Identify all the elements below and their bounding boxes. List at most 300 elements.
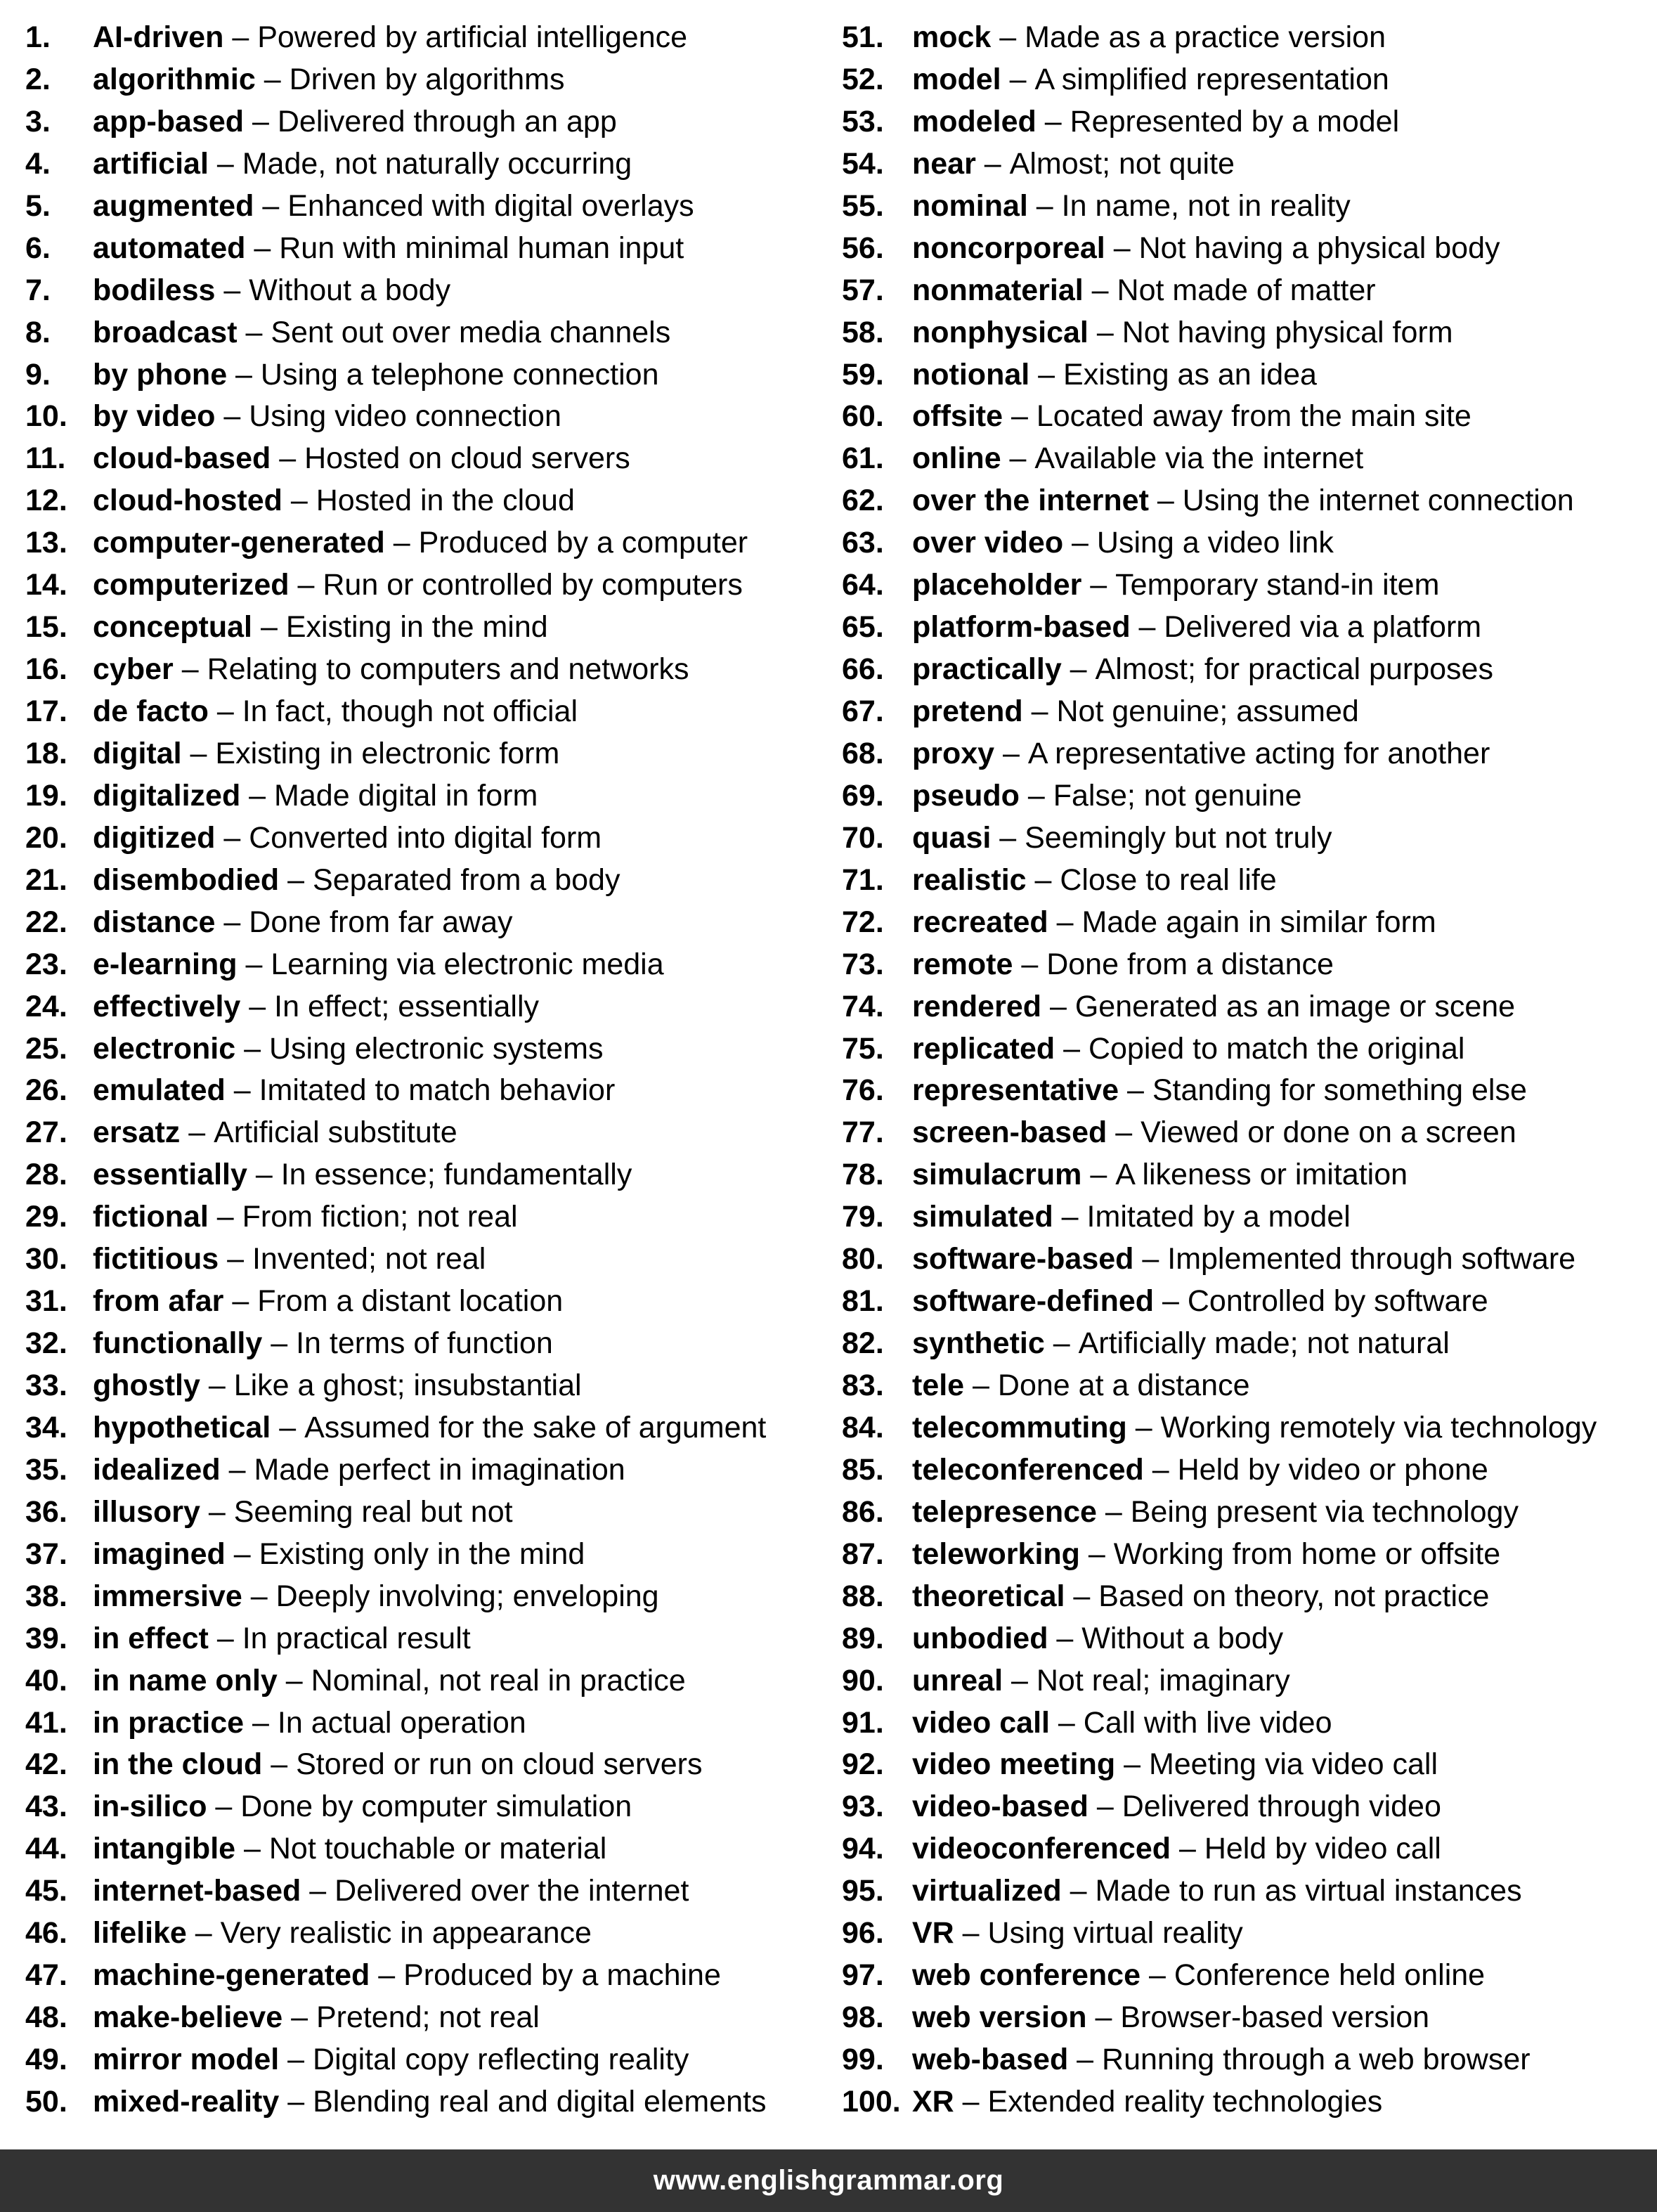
item-term: nominal [912, 188, 1028, 223]
list-item [25, 1913, 840, 1955]
list-item [25, 1323, 840, 1365]
item-number: 100. [842, 2084, 901, 2119]
item-term: digitized [93, 820, 216, 855]
list-item [25, 944, 840, 986]
item-term: electronic [93, 1031, 236, 1066]
list-item [25, 480, 840, 522]
item-term: simulated [912, 1200, 1053, 1234]
item-term: in-silico [93, 1790, 207, 1824]
item-number: 82. [842, 1326, 884, 1361]
item-term: in practice [93, 1705, 245, 1740]
item-separator: – [200, 1369, 234, 1402]
list-item [842, 1913, 1657, 1955]
item-definition: Viewed or done on a screen [1141, 1115, 1516, 1150]
item-number: 69. [842, 778, 884, 813]
item-separator: – [289, 568, 323, 602]
item-number: 81. [842, 1284, 884, 1319]
item-separator: – [1026, 862, 1060, 897]
item-term: e-learning [93, 947, 238, 981]
item-number: 3. [25, 104, 51, 138]
item-separator: – [991, 820, 1025, 855]
item-separator: – [1096, 1494, 1131, 1529]
list-item [842, 1281, 1657, 1323]
list-item [25, 607, 840, 649]
item-definition: False; not genuine [1053, 778, 1302, 813]
item-number: 58. [842, 315, 884, 349]
item-number: 26. [25, 1073, 67, 1108]
list-item [842, 607, 1657, 649]
item-definition: Hosted in the cloud [316, 484, 575, 518]
item-number: 78. [842, 1158, 884, 1192]
item-number: 18. [25, 736, 67, 770]
list-item [842, 270, 1657, 312]
item-definition: Generated as an image or scene [1074, 989, 1516, 1023]
list-item [842, 354, 1657, 396]
list-item [25, 1660, 840, 1702]
item-separator: – [219, 1242, 252, 1276]
item-definition: Learning via electronic media [271, 947, 664, 981]
item-definition: Artificially made; not natural [1078, 1326, 1450, 1361]
item-separator: – [1083, 273, 1117, 307]
item-number: 66. [842, 652, 884, 687]
item-separator: – [1065, 1579, 1099, 1613]
list-item [842, 1870, 1657, 1913]
item-term: mixed-reality [93, 2084, 280, 2119]
list-item [25, 1196, 840, 1238]
item-number: 71. [842, 862, 884, 897]
item-term: teleworking [912, 1537, 1080, 1571]
item-term: unreal [912, 1663, 1003, 1697]
footer-bar [0, 2149, 1657, 2212]
item-separator: – [954, 1916, 988, 1951]
item-definition: Located away from the main site [1036, 399, 1471, 434]
item-definition: Conference held online [1174, 1958, 1486, 1993]
item-separator: – [279, 862, 313, 897]
item-number: 11. [25, 441, 66, 476]
list-item [842, 228, 1657, 270]
item-definition: Not having physical form [1122, 315, 1453, 349]
list-item [25, 2039, 840, 2081]
list-item [842, 1534, 1657, 1576]
item-definition: Meeting via video call [1148, 1747, 1438, 1782]
list-item [25, 1028, 840, 1071]
item-number: 95. [842, 1874, 884, 1908]
item-number: 39. [25, 1621, 67, 1655]
item-number: 15. [25, 610, 67, 645]
item-term: VR [912, 1916, 954, 1951]
list-item [842, 1238, 1657, 1281]
item-number: 79. [842, 1200, 884, 1234]
item-definition: Delivered via a platform [1164, 610, 1482, 645]
item-term: online [912, 441, 1001, 476]
list-item [25, 186, 840, 228]
word-list-right-column [842, 17, 1657, 2123]
item-term: automated [93, 231, 246, 265]
list-item [25, 733, 840, 775]
item-separator: – [245, 231, 280, 265]
item-definition: Blending real and digital elements [313, 2084, 767, 2119]
item-number: 86. [842, 1494, 884, 1529]
list-item [842, 143, 1657, 186]
item-term: screen-based [912, 1115, 1107, 1150]
item-number: 89. [842, 1621, 884, 1655]
item-number: 59. [842, 357, 884, 392]
item-definition: Made again in similar form [1081, 905, 1436, 939]
item-term: mock [912, 20, 992, 54]
list-item [842, 1828, 1657, 1870]
item-separator: – [1055, 1031, 1089, 1066]
item-term: rendered [912, 989, 1042, 1023]
item-term: intangible [93, 1832, 236, 1866]
item-separator: – [1049, 1705, 1084, 1740]
item-definition: Imitated by a model [1086, 1200, 1351, 1234]
item-separator: – [173, 652, 207, 687]
item-definition: Being present via technology [1130, 1494, 1519, 1529]
list-item [25, 1492, 840, 1534]
item-definition: In terms of function [296, 1326, 553, 1361]
item-definition: In essence; fundamentally [280, 1158, 632, 1192]
list-item [842, 817, 1657, 860]
item-separator: – [1036, 104, 1070, 138]
list-item [25, 775, 840, 817]
item-term: algorithmic [93, 62, 256, 96]
item-number: 8. [25, 315, 51, 349]
item-separator: – [223, 1284, 258, 1319]
item-separator: – [1003, 1663, 1037, 1697]
item-number: 41. [25, 1705, 67, 1740]
list-item [25, 691, 840, 733]
list-item [25, 1828, 840, 1870]
list-item [25, 649, 840, 691]
list-item [842, 186, 1657, 228]
item-definition: A simplified representation [1034, 62, 1389, 96]
list-item [25, 1997, 840, 2039]
item-number: 40. [25, 1663, 67, 1697]
item-term: idealized [93, 1452, 221, 1487]
item-definition: Run with minimal human input [279, 231, 684, 265]
list-item [25, 1786, 840, 1828]
item-term: unbodied [912, 1621, 1048, 1655]
item-separator: – [384, 526, 419, 560]
item-definition: Call with live video [1083, 1705, 1332, 1740]
item-separator: – [991, 20, 1025, 54]
item-term: pseudo [912, 778, 1020, 813]
list-item [25, 817, 840, 860]
item-separator: – [1130, 610, 1164, 645]
list-item [25, 986, 840, 1028]
item-definition: Existing only in the mind [259, 1537, 585, 1571]
item-separator: – [215, 399, 249, 434]
item-separator: – [235, 1031, 269, 1066]
list-item [842, 775, 1657, 817]
list-item [842, 1407, 1657, 1449]
item-term: broadcast [93, 315, 238, 349]
item-separator: – [244, 1705, 278, 1740]
item-number: 4. [25, 146, 51, 181]
item-number: 37. [25, 1537, 67, 1571]
item-definition: Converted into digital form [249, 820, 602, 855]
list-item [842, 17, 1657, 59]
item-term: de facto [93, 694, 209, 728]
item-definition: Powered by artificial intelligence [257, 20, 688, 54]
item-term: illusory [93, 1494, 200, 1529]
list-item [842, 1112, 1657, 1154]
list-item [25, 1449, 840, 1492]
list-item [25, 1744, 840, 1786]
list-item [842, 1070, 1657, 1112]
item-term: nonphysical [912, 315, 1089, 349]
item-number: 77. [842, 1115, 884, 1150]
item-separator: – [282, 2000, 316, 2035]
item-definition: From fiction; not real [242, 1200, 518, 1234]
item-separator: – [1027, 188, 1062, 223]
item-term: digital [93, 736, 182, 770]
list-item [842, 438, 1657, 480]
item-separator: – [208, 694, 242, 728]
list-item [842, 1365, 1657, 1407]
item-definition: Implemented through software [1167, 1242, 1576, 1276]
list-item [25, 1618, 840, 1660]
list-item [842, 649, 1657, 691]
item-separator: – [1119, 1073, 1152, 1108]
list-item [842, 1449, 1657, 1492]
item-number: 45. [25, 1874, 67, 1908]
item-number: 50. [25, 2084, 67, 2119]
item-term: machine-generated [93, 1958, 370, 1993]
item-number: 31. [25, 1284, 67, 1319]
item-number: 35. [25, 1452, 67, 1487]
item-separator: – [1141, 1958, 1174, 1993]
list-item [25, 1870, 840, 1913]
item-term: in the cloud [93, 1747, 263, 1782]
item-term: telecommuting [912, 1410, 1127, 1444]
item-number: 67. [842, 694, 884, 728]
item-separator: – [277, 1663, 311, 1697]
item-separator: – [1081, 1158, 1116, 1192]
item-definition: Deeply involving; enveloping [275, 1579, 659, 1613]
item-definition: Based on theory, not practice [1098, 1579, 1490, 1613]
item-number: 72. [842, 905, 884, 939]
item-number: 75. [842, 1031, 884, 1066]
item-term: by phone [93, 357, 228, 392]
list-item [842, 1576, 1657, 1618]
item-separator: – [1061, 652, 1096, 687]
item-definition: Not touchable or material [268, 1832, 607, 1866]
list-item [842, 59, 1657, 101]
item-separator: – [279, 2084, 313, 2119]
item-term: ghostly [93, 1369, 200, 1402]
item-separator: – [1001, 62, 1035, 96]
item-definition: From a distant location [257, 1284, 564, 1319]
list-item [842, 1028, 1657, 1071]
item-number: 14. [25, 568, 67, 602]
item-definition: Represented by a model [1070, 104, 1400, 138]
item-term: noncorporeal [912, 231, 1105, 265]
item-term: replicated [912, 1031, 1055, 1066]
item-separator: – [282, 484, 316, 518]
item-term: ersatz [93, 1115, 181, 1150]
item-definition: Made digital in form [274, 778, 538, 813]
list-item [842, 2081, 1657, 2123]
item-separator: – [1061, 1874, 1096, 1908]
item-separator: – [271, 441, 305, 476]
item-definition: Not real; imaginary [1036, 1663, 1290, 1697]
item-number: 1. [25, 20, 51, 54]
item-definition: Sent out over media channels [271, 315, 671, 349]
item-term: over the internet [912, 484, 1149, 518]
item-term: artificial [93, 146, 209, 181]
item-number: 22. [25, 905, 67, 939]
item-number: 17. [25, 694, 67, 728]
item-number: 23. [25, 947, 67, 981]
item-number: 9. [25, 357, 51, 392]
item-definition: Seemingly but not truly [1025, 820, 1332, 855]
item-term: lifelike [93, 1916, 187, 1951]
list-item [25, 2081, 840, 2123]
item-term: proxy [912, 736, 995, 770]
item-number: 12. [25, 484, 67, 518]
item-number: 46. [25, 1916, 67, 1951]
item-separator: – [220, 1452, 254, 1487]
item-separator: – [301, 1874, 335, 1908]
item-separator: – [186, 1916, 221, 1951]
item-definition: In practical result [242, 1621, 471, 1655]
item-number: 56. [842, 231, 884, 265]
item-separator: – [1053, 1200, 1087, 1234]
item-separator: – [1088, 315, 1122, 349]
item-definition: Not genuine; assumed [1056, 694, 1359, 728]
item-definition: Hosted on cloud servers [304, 441, 630, 476]
item-separator: – [240, 989, 275, 1023]
item-separator: – [279, 2043, 313, 2076]
list-item [25, 860, 840, 902]
item-definition: Using video connection [249, 399, 561, 434]
list-item [842, 564, 1657, 607]
item-number: 84. [842, 1410, 884, 1444]
item-term: disembodied [93, 862, 280, 897]
item-number: 92. [842, 1747, 884, 1782]
item-definition: Driven by algorithms [289, 62, 565, 96]
item-term: in effect [93, 1621, 209, 1655]
list-item [25, 1955, 840, 1997]
item-term: distance [93, 905, 216, 939]
item-term: over video [912, 526, 1064, 560]
item-term: imagined [93, 1537, 226, 1571]
item-term: web-based [912, 2043, 1069, 2076]
item-number: 62. [842, 484, 884, 518]
item-separator: – [1107, 1115, 1141, 1150]
item-definition: Done by computer simulation [240, 1790, 632, 1824]
item-separator: – [252, 610, 286, 645]
item-separator: – [1013, 947, 1047, 981]
item-number: 43. [25, 1790, 67, 1824]
item-separator: – [235, 1832, 269, 1866]
list-item [842, 733, 1657, 775]
list-item [842, 2039, 1657, 2081]
item-number: 29. [25, 1200, 67, 1234]
item-number: 63. [842, 526, 884, 560]
list-item [25, 270, 840, 312]
item-definition: Using virtual reality [987, 1916, 1243, 1951]
item-definition: Made perfect in imagination [254, 1452, 625, 1487]
list-item [842, 101, 1657, 143]
item-term: modeled [912, 104, 1037, 138]
item-number: 21. [25, 862, 67, 897]
list-item [25, 902, 840, 944]
list-item [842, 860, 1657, 902]
item-separator: – [994, 736, 1028, 770]
item-definition: Running through a web browser [1102, 2043, 1531, 2076]
item-definition: Available via the internet [1034, 441, 1364, 476]
item-definition: Delivered over the internet [334, 1874, 689, 1908]
item-number: 98. [842, 2000, 884, 2035]
item-definition: Existing in the mind [285, 610, 548, 645]
item-number: 73. [842, 947, 884, 981]
item-separator: – [370, 1958, 404, 1993]
item-definition: Invented; not real [252, 1242, 486, 1276]
item-term: conceptual [93, 610, 252, 645]
item-definition: Like a ghost; insubstantial [233, 1369, 582, 1402]
list-item [842, 944, 1657, 986]
item-term: nonmaterial [912, 273, 1084, 307]
list-item [842, 1154, 1657, 1196]
item-number: 85. [842, 1452, 884, 1487]
item-separator: – [181, 736, 216, 770]
list-item [842, 986, 1657, 1028]
item-definition: Held by video call [1204, 1832, 1441, 1866]
item-separator: – [271, 1410, 305, 1444]
item-number: 19. [25, 778, 67, 813]
item-term: bodiless [93, 273, 216, 307]
item-term: platform-based [912, 610, 1131, 645]
item-number: 60. [842, 399, 884, 434]
list-item [842, 1744, 1657, 1786]
list-item [842, 312, 1657, 354]
item-term: computerized [93, 568, 290, 602]
item-number: 70. [842, 820, 884, 855]
item-number: 33. [25, 1369, 67, 1402]
item-number: 53. [842, 104, 884, 138]
item-definition: Copied to match the original [1088, 1031, 1465, 1066]
item-definition: In fact, though not official [242, 694, 578, 728]
item-number: 6. [25, 231, 51, 265]
item-number: 90. [842, 1663, 884, 1697]
item-definition: Not having a physical body [1138, 231, 1500, 265]
item-number: 32. [25, 1326, 67, 1361]
item-number: 55. [842, 188, 884, 223]
item-term: videoconferenced [912, 1832, 1171, 1866]
list-item [25, 312, 840, 354]
item-definition: Very realistic in appearance [220, 1916, 592, 1951]
item-separator: – [254, 188, 288, 223]
item-number: 34. [25, 1410, 67, 1444]
item-term: immersive [93, 1579, 242, 1613]
item-definition: In effect; essentially [274, 989, 540, 1023]
item-definition: Made, not naturally occurring [242, 146, 632, 181]
item-term: software-defined [912, 1284, 1155, 1319]
list-item [842, 522, 1657, 564]
list-item [25, 1407, 840, 1449]
list-item [25, 1281, 840, 1323]
list-item [842, 1660, 1657, 1702]
item-term: AI-driven [93, 20, 224, 54]
item-term: from afar [93, 1284, 224, 1319]
item-term: realistic [912, 862, 1027, 897]
item-term: theoretical [912, 1579, 1065, 1613]
item-separator: – [1088, 1790, 1122, 1824]
item-separator: – [200, 1494, 234, 1529]
item-separator: – [1044, 1326, 1079, 1361]
